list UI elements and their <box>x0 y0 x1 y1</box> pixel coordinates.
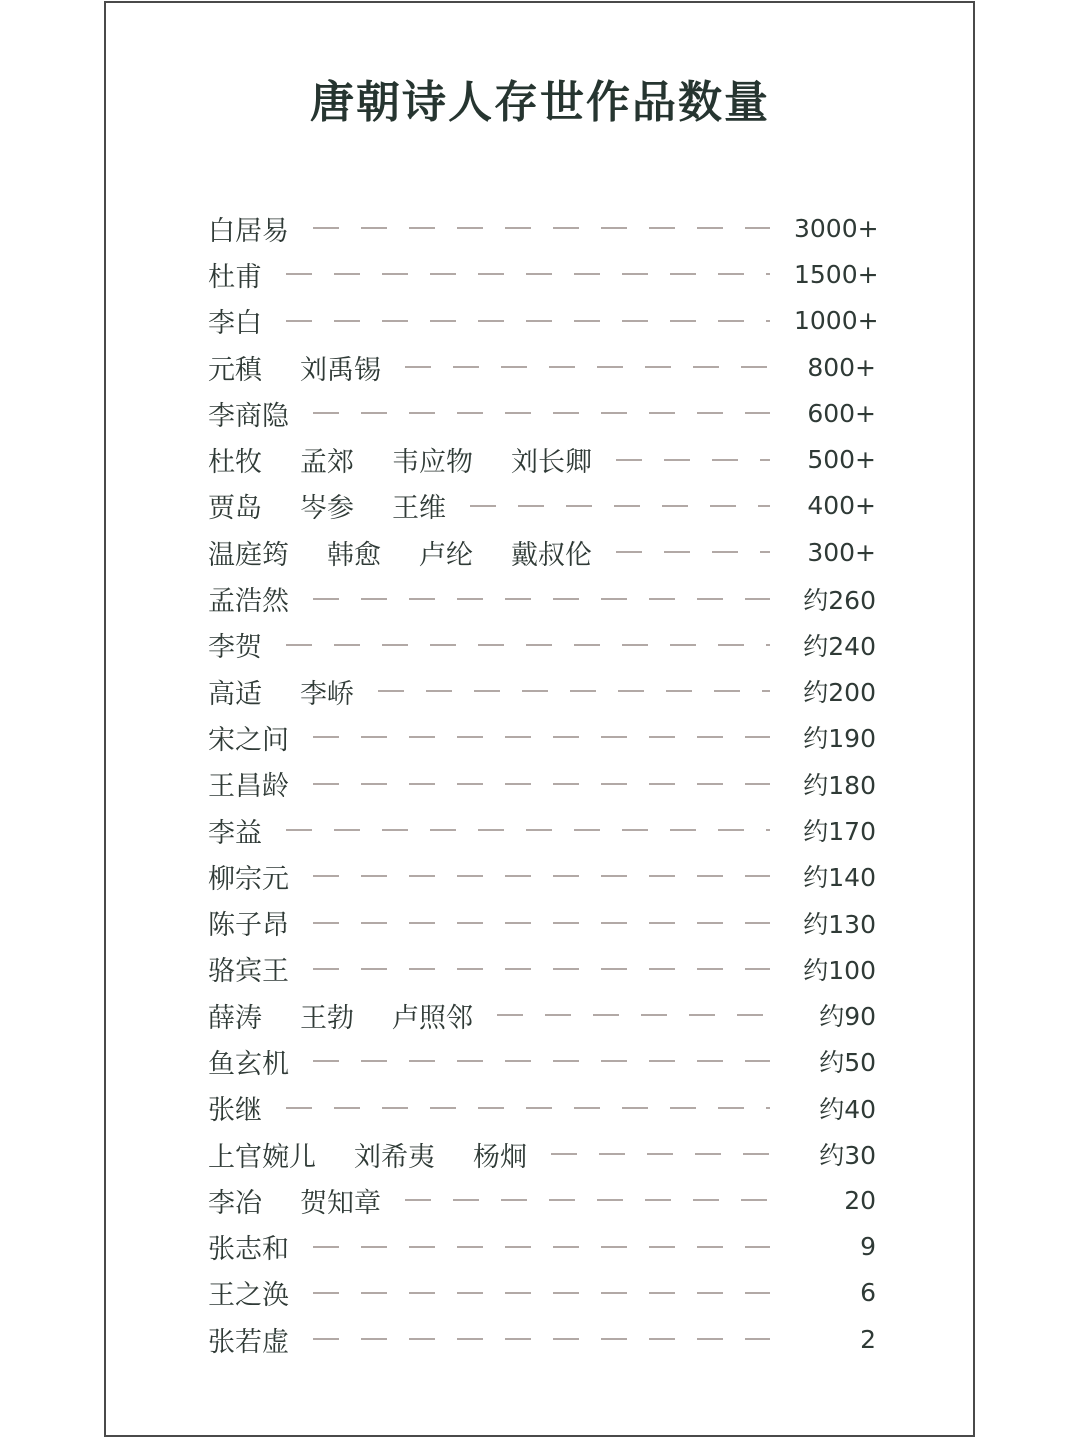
dash-leader <box>313 227 770 229</box>
dash-leader <box>616 459 770 461</box>
poet-name: 上官婉儿 <box>208 1141 316 1173</box>
list-row <box>208 298 879 344</box>
work-count: 300+ <box>807 537 876 567</box>
dash-leader <box>313 968 770 970</box>
work-count: 约100 <box>803 955 876 985</box>
list-row <box>208 853 876 899</box>
poet-name: 李峤 <box>300 678 354 710</box>
poet-names <box>208 718 289 757</box>
work-count: 约140 <box>803 863 876 893</box>
poet-names <box>208 579 289 618</box>
list-row <box>208 807 876 853</box>
work-count: 约90 <box>819 1002 876 1032</box>
dash-leader <box>405 1199 770 1201</box>
work-count: 约170 <box>803 817 876 846</box>
work-count: 约40 <box>819 1094 876 1124</box>
poet-names <box>208 672 354 711</box>
work-count: 800+ <box>807 352 876 382</box>
dash-leader <box>313 1246 770 1248</box>
poet-names <box>208 533 592 572</box>
poet-name: 骆宾王 <box>208 956 289 988</box>
list-row <box>208 622 876 668</box>
dash-leader <box>470 505 770 507</box>
poet-name: 薛涛 <box>208 1002 262 1034</box>
poet-name: 岑参 <box>300 493 354 525</box>
dash-leader <box>313 598 770 600</box>
poet-name: 李贺 <box>208 632 262 664</box>
dash-leader <box>313 412 770 414</box>
poet-names <box>208 857 289 896</box>
list-row <box>208 714 876 760</box>
poet-name: 张志和 <box>208 1234 289 1266</box>
dash-leader <box>378 690 770 692</box>
poet-name: 孟浩然 <box>208 586 289 618</box>
list-row <box>208 436 876 482</box>
poet-name: 鱼玄机 <box>208 1048 289 1080</box>
poet-names <box>208 255 262 294</box>
poet-names <box>208 1042 289 1081</box>
list-row <box>208 668 876 714</box>
work-count: 约240 <box>803 631 876 661</box>
dash-leader <box>313 875 770 877</box>
poet-names <box>208 996 473 1035</box>
poet-names <box>208 1181 381 1220</box>
list-row <box>208 529 876 575</box>
list-row <box>208 761 876 807</box>
poet-names <box>208 903 289 942</box>
poet-names <box>208 348 381 387</box>
poet-names <box>208 1320 289 1359</box>
poet-name: 贺知章 <box>300 1187 381 1219</box>
poet-name: 王勃 <box>300 1002 354 1034</box>
poet-names <box>208 764 289 803</box>
poet-name: 刘禹锡 <box>300 354 381 386</box>
poet-name: 张继 <box>208 1095 262 1127</box>
dash-leader <box>286 644 770 646</box>
work-count: 2 <box>860 1324 876 1354</box>
dash-leader <box>616 551 770 553</box>
poet-name: 李商隐 <box>208 400 289 432</box>
page-title: 唐朝诗人存世作品数量 <box>310 77 770 128</box>
dash-leader <box>313 736 770 738</box>
list-row <box>208 1316 876 1362</box>
work-count: 400+ <box>807 491 876 521</box>
work-count: 1000+ <box>794 306 879 336</box>
poet-names <box>208 625 262 664</box>
poet-names <box>208 1273 289 1312</box>
poet-name: 温庭筠 <box>208 539 289 571</box>
dash-leader <box>286 1107 770 1109</box>
work-count: 约200 <box>803 678 876 708</box>
poet-name: 李白 <box>208 308 262 340</box>
work-count: 约130 <box>803 909 876 939</box>
poet-name: 李冶 <box>208 1187 262 1219</box>
poet-name: 刘长卿 <box>511 447 592 479</box>
poet-name: 王维 <box>392 493 446 525</box>
list-row <box>208 251 879 297</box>
dash-leader <box>286 829 770 831</box>
poet-names <box>208 486 446 525</box>
poet-names <box>208 394 289 433</box>
poet-name: 张若虚 <box>208 1326 289 1358</box>
list-row <box>208 992 876 1038</box>
dash-leader <box>286 320 770 322</box>
poet-name: 柳宗元 <box>208 863 289 895</box>
work-count: 约50 <box>819 1048 876 1078</box>
dash-leader <box>405 366 770 368</box>
work-count: 约180 <box>803 770 876 800</box>
dash-leader <box>313 1292 770 1294</box>
list-row <box>208 344 876 390</box>
dash-leader <box>286 273 770 275</box>
poet-name: 卢照邻 <box>392 1002 473 1034</box>
poet-names <box>208 949 289 988</box>
dash-leader <box>313 783 770 785</box>
poet-list <box>208 205 879 1362</box>
poet-names <box>208 301 262 340</box>
poet-name: 孟郊 <box>300 447 354 479</box>
poet-name: 贾岛 <box>208 493 262 525</box>
poet-names <box>208 1135 527 1174</box>
poet-names <box>208 440 592 479</box>
work-count: 20 <box>844 1185 876 1215</box>
poet-name: 王昌龄 <box>208 771 289 803</box>
poet-names <box>208 811 262 850</box>
poet-names <box>208 209 289 248</box>
poet-name: 韦应物 <box>392 447 473 479</box>
poet-name: 杜牧 <box>208 447 262 479</box>
work-count: 约190 <box>803 724 876 754</box>
work-count: 1500+ <box>794 259 879 289</box>
poet-names <box>208 1227 289 1266</box>
poet-name: 高适 <box>208 678 262 710</box>
list-row <box>208 1131 876 1177</box>
work-count: 500+ <box>807 445 876 475</box>
poet-name: 王之涣 <box>208 1280 289 1312</box>
poet-name: 李益 <box>208 817 262 849</box>
poet-name: 杨炯 <box>473 1141 527 1173</box>
work-count: 6 <box>860 1278 876 1308</box>
poet-name: 韩愈 <box>327 539 381 571</box>
list-row <box>208 205 879 251</box>
poet-name: 白居易 <box>208 215 289 247</box>
poet-name: 杜甫 <box>208 261 262 293</box>
list-row <box>208 1038 876 1084</box>
list-row <box>208 1085 876 1131</box>
poet-name: 戴叔伦 <box>511 539 592 571</box>
work-count: 约260 <box>803 585 876 615</box>
dash-leader <box>497 1014 770 1016</box>
work-count: 600+ <box>807 398 876 428</box>
poet-name: 卢纶 <box>419 539 473 571</box>
poet-names <box>208 1088 262 1127</box>
work-count: 3000+ <box>794 213 879 243</box>
dash-leader <box>313 922 770 924</box>
work-count: 约30 <box>819 1141 876 1171</box>
list-row <box>208 390 876 436</box>
dash-leader <box>313 1338 770 1340</box>
list-row <box>208 483 876 529</box>
list-row <box>208 946 876 992</box>
list-row <box>208 575 876 621</box>
list-row <box>208 899 876 945</box>
poet-name: 宋之问 <box>208 724 289 756</box>
dash-leader <box>313 1060 770 1062</box>
poet-name: 元稹 <box>208 354 262 386</box>
list-row <box>208 1270 876 1316</box>
poet-name: 陈子昂 <box>208 910 289 942</box>
dash-leader <box>551 1153 770 1155</box>
work-count: 9 <box>860 1232 876 1262</box>
list-row <box>208 1177 876 1223</box>
poet-name: 刘希夷 <box>354 1141 435 1173</box>
list-row <box>208 1224 876 1270</box>
